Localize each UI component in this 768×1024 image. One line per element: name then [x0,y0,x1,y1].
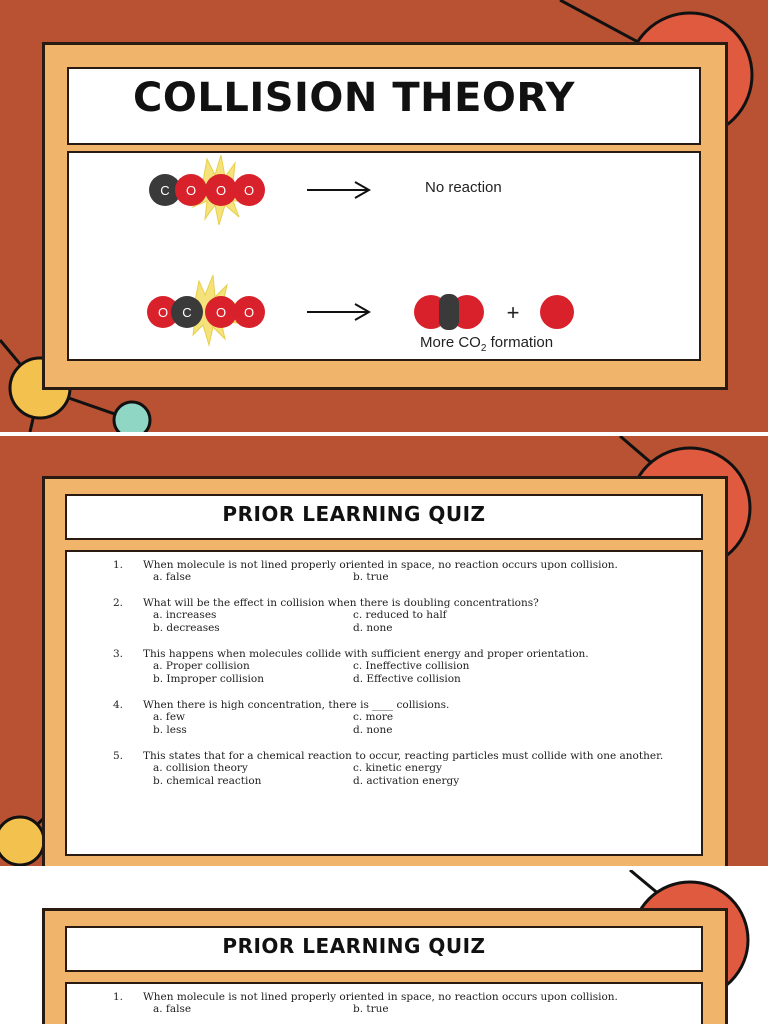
collision-diagram [69,153,699,359]
question-number: 4. [113,699,124,711]
co2-label-suffix: formation [486,334,554,351]
option: b. true [353,571,389,583]
options [153,610,671,634]
question-text: When there is high concentration, there is ____ collisions. [143,699,450,711]
question-item [113,649,671,685]
atom-label: O [157,305,169,320]
option: a. few [153,711,186,723]
quiz-list [113,560,671,802]
co2-molecule-icon [414,294,484,330]
options [153,712,671,736]
question-number: 1. [113,559,124,571]
slide-prior-learning-quiz [0,436,768,866]
yellow-node-decoration [0,817,44,865]
question-item [113,751,671,787]
title-panel [67,67,701,145]
title-panel [65,494,703,540]
diagram-panel [67,151,701,361]
question-item [113,560,671,583]
title-panel [65,926,703,972]
no-reaction-label: No reaction [425,179,502,196]
question-text: When molecule is not lined properly oriented in space, no reaction occurs upon collision. [143,559,618,571]
option: c. Ineffective collision [353,660,470,672]
quiz-list [113,992,671,1024]
co2-formation-label [420,334,553,354]
option: c. kinetic energy [353,762,442,774]
options [153,1004,671,1015]
question-text: This happens when molecules collide with sufficient energy and proper orientation. [143,648,589,660]
slide-prior-learning-quiz-repeat [0,870,768,1024]
atom-label: O [243,305,255,320]
option: d. none [353,724,393,736]
question-number: 1. [113,991,124,1003]
question-item [113,992,671,1015]
slide-collision-theory [0,0,768,432]
question-text: When molecule is not lined properly oriented in space, no reaction occurs upon collision. [143,991,618,1003]
slide-title: COLLISION THEORY [133,75,575,121]
option: b. chemical reaction [153,775,262,787]
option: b. less [153,724,187,736]
oxygen-atom-icon [540,295,574,329]
option: a. false [153,571,192,583]
question-text: This states that for a chemical reaction to occur, reacting particles must collide with one another. [143,750,664,762]
option: d. Effective collision [353,673,461,685]
teal-node-decoration [114,402,150,432]
question-text: What will be the effect in collision when there is doubling concentrations? [143,597,539,609]
arrow-icon [307,304,369,320]
options [153,763,671,787]
question-number: 5. [113,750,124,762]
quiz-title: PRIOR LEARNING QUIZ [222,502,486,526]
option: d. none [353,622,393,634]
quiz-title: PRIOR LEARNING QUIZ [222,934,486,958]
atom-label: C [182,305,192,320]
option: c. more [353,711,394,723]
arrow-icon [307,182,369,198]
co2-label-subscript: 2 [480,343,487,354]
option: b. true [353,1003,389,1015]
option: b. Improper collision [153,673,264,685]
option: c. reduced to half [353,609,447,621]
question-item [113,598,671,634]
atom-label: O [243,183,255,198]
atom-label: O [215,183,227,198]
option: d. activation energy [353,775,460,787]
question-number: 3. [113,648,124,660]
option: a. collision theory [153,762,248,774]
co2-label-prefix: More CO [420,334,481,351]
option: b. decreases [153,622,220,634]
option: a. false [153,1003,192,1015]
atom-label: O [215,305,227,320]
plus-sign: + [506,300,520,325]
option: a. increases [153,609,217,621]
atom-label: C [160,183,170,198]
quiz-panel [65,550,703,856]
options [153,572,671,583]
option: a. Proper collision [153,660,250,672]
options [153,661,671,685]
atom-label: O [185,183,197,198]
question-item [113,700,671,736]
quiz-panel [65,982,703,1024]
question-number: 2. [113,597,124,609]
